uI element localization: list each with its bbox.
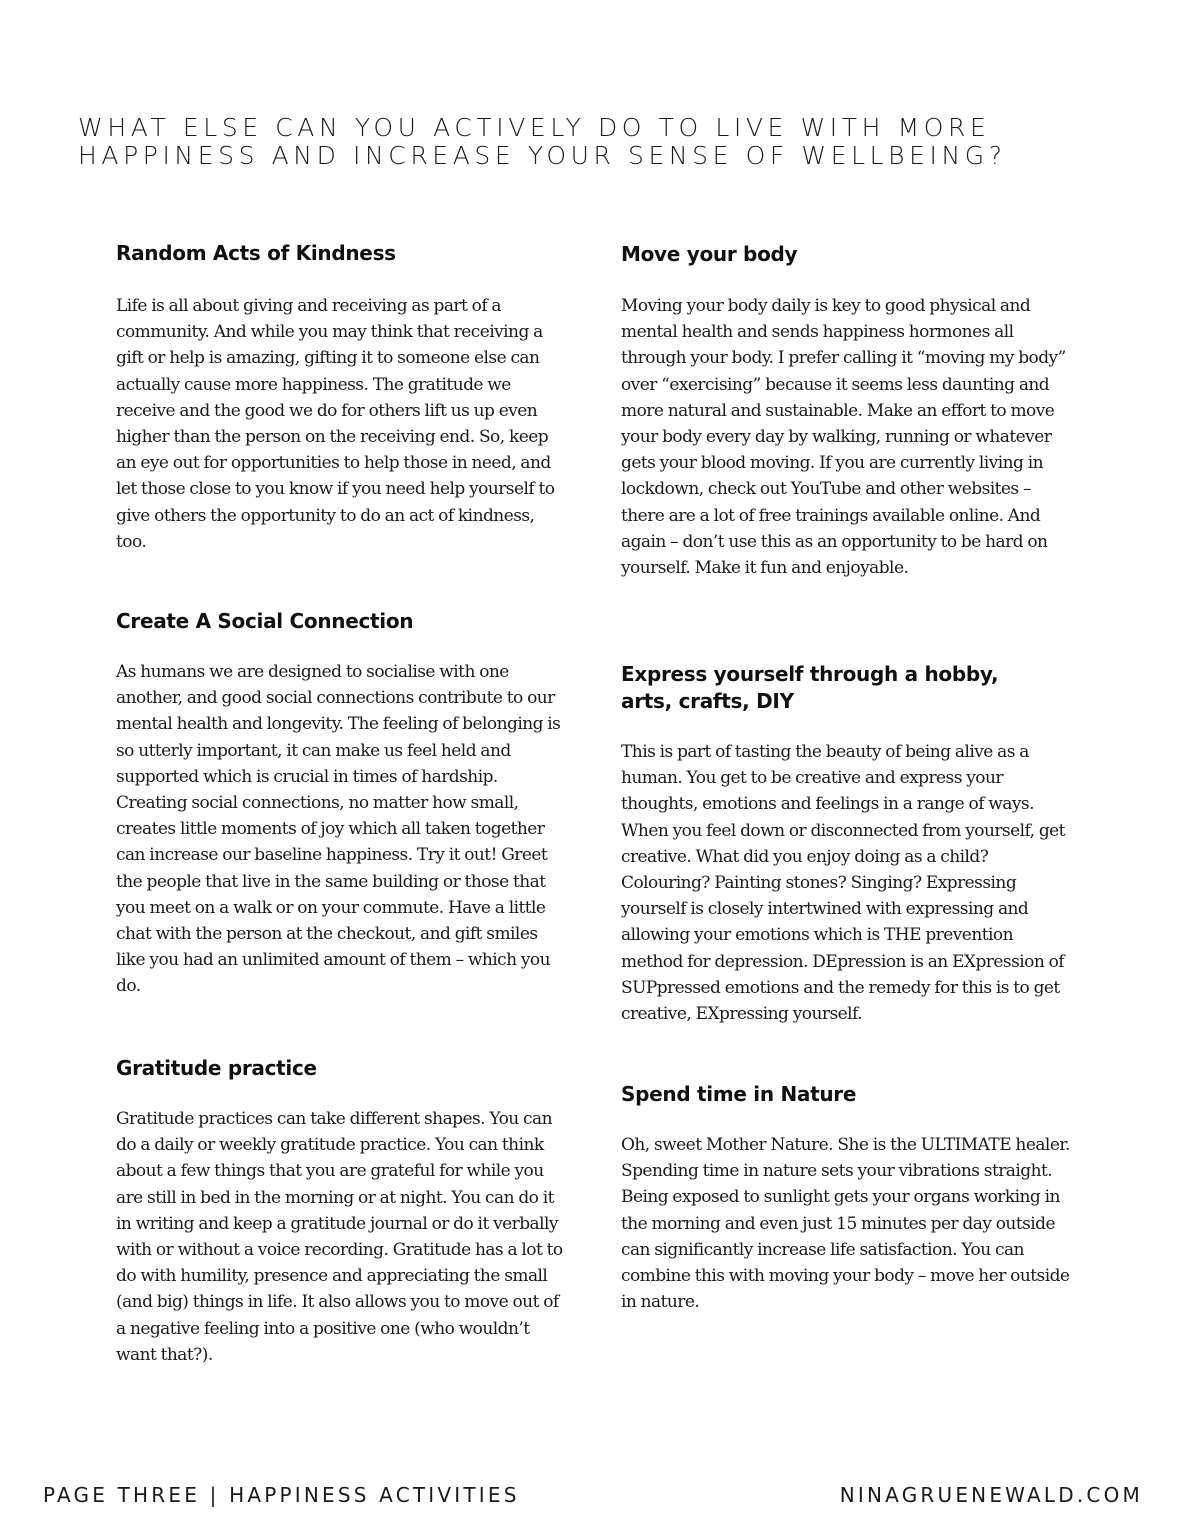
section-move-your-body — [621, 241, 1071, 581]
section-heading: Express yourself through a hobby, arts, crafts, DIY — [621, 662, 999, 713]
section-heading: Move your body — [621, 242, 798, 266]
section-random-acts-of-kindness — [116, 240, 566, 555]
section-body: Oh, sweet Mother Nature. She is the ULTIMATE healer. Spending time in nature sets your vibrations straight. Being exposed to sunlight gets your organs working in the morning and even just 15 minutes per day outside can significantly increase life satisfaction. You can combine this with moving your body – move her outside in nature. — [621, 1135, 1070, 1313]
footer-website: NINAGRUENEWALD.COM — [839, 1483, 1143, 1507]
section-gratitude-practice — [116, 1055, 566, 1368]
section-heading: Random Acts of Kindness — [116, 241, 396, 265]
section-body: As humans we are designed to socialise with one another, and good social connections contribute to our mental health and longevity. The feeling of belonging is so utterly important, it can make us feel held and supported which is crucial in times of hardship. Creating social connections, no matter how small, creates little moments of joy which all taken together can increase our baseline happiness. Try it out! Greet the people that live in the same building or those that you meet on a walk or on your commute. Have a little chat with the person at the checkout, and gift smiles like you had an unlimited amount of them – which you do. — [116, 662, 561, 997]
page-title-line-2: HAPPINESS AND INCREASE YOUR SENSE OF WELLBEING? — [78, 141, 1007, 170]
section-create-a-social-connection — [116, 608, 566, 1000]
section-heading: Gratitude practice — [116, 1056, 317, 1080]
section-body: Moving your body daily is key to good physical and mental health and sends happiness hormones all through your body. I prefer calling it “moving my body” over “exercising” because it seems less daunting and more natural and sustainable. Make an effort to move your body every day by walking, running or whatever gets your blood moving. If you are currently living in lockdown, check out YouTube and other websites – there are a lot of free trainings available online. And again – don’t use this as an opportunity to be hard on yourself. Make it fun and enjoyable. — [621, 296, 1066, 579]
section-body: This is part of tasting the beauty of being alive as a human. You get to be creative and express your thoughts, emotions and feelings in a range of ways. When you feel down or disconnected from yourself, get creative. What did you enjoy doing as a child? Colouring? Painting stones? Singing? Expressing yourself is closely intertwined with expressing and allowing your emotions which is THE prevention method for depression. DEpression is an EXpression of SUPpressed emotions and the remedy for this is to get creative, EXpressing yourself. — [621, 742, 1065, 1025]
page-title — [78, 114, 1078, 170]
footer-page-label: PAGE THREE | HAPPINESS ACTIVITIES — [43, 1483, 520, 1507]
page-title-line-1: WHAT ELSE CAN YOU ACTIVELY DO TO LIVE WITH MORE — [78, 113, 991, 142]
section-express-yourself — [621, 661, 1071, 1027]
section-spend-time-in-nature — [621, 1081, 1071, 1315]
section-heading: Create A Social Connection — [116, 609, 414, 633]
section-body: Life is all about giving and receiving as part of a community. And while you may think that receiving a gift or help is amazing, gifting it to someone else can actually cause more happiness. The gratitude we receive and the good we do for others lift us up even higher than the person on the receiving end. So, keep an eye out for opportunities to help those in need, and let those close to you know if you need help yourself to give others the opportunity to do an act of kindness, too. — [116, 296, 555, 552]
section-body: Gratitude practices can take different shapes. You can do a daily or weekly gratitude practice. You can think about a few things that you are grateful for while you are still in bed in the morning or at night. You can do it in writing and keep a gratitude journal or do it verbally with or without a voice recording. Gratitude has a lot to do with humility, presence and appreciating the small (and big) things in life. It also allows you to move out of a negative feeling into a positive one (who wouldn’t want that?). — [116, 1109, 563, 1365]
section-heading: Spend time in Nature — [621, 1082, 857, 1106]
